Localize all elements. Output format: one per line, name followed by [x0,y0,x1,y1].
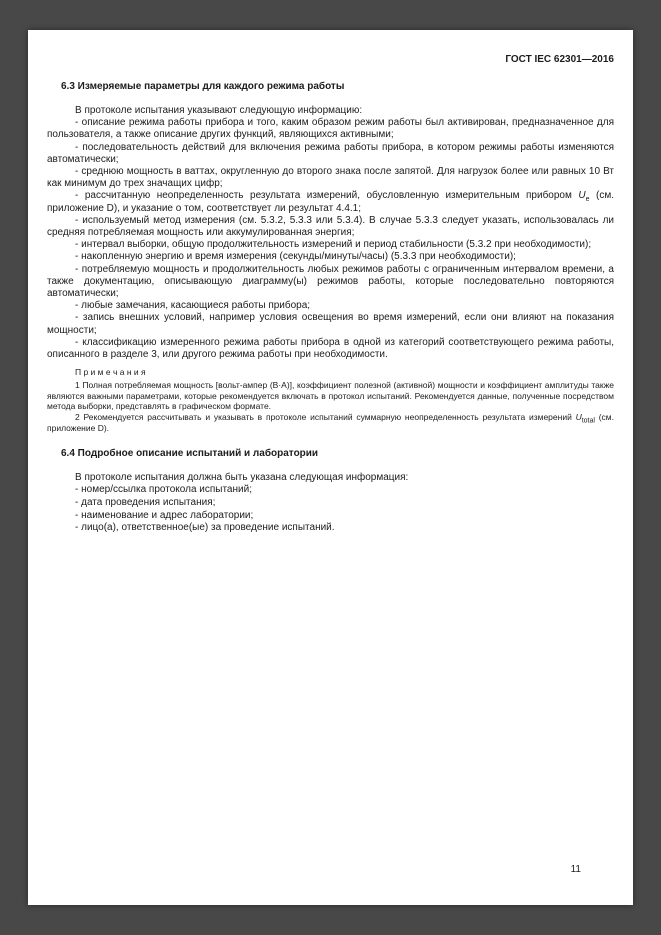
list-item: - дата проведения испытания; [75,497,216,509]
list-item: - наименование и адрес лаборатории; [75,509,254,521]
standard-header: ГОСТ IEC 62301—2016 [505,54,614,65]
list-item: - описание режима работы прибора и того, каким образом режим работы был активирован, предназначенное для пользователя, а также описание других функций, являющихся активными; [47,117,614,141]
section-6-4-heading: 6.4 Подробное описание испытаний и лаборатории [61,448,319,460]
list-item: - используемый метод измерения (см. 5.3.2, 5.3.3 или 5.3.4). В случае 5.3.3 следует указать, использовалась ли средняя потребляемая мощность или аккумулированная энергия; [47,214,614,239]
section-6-3-heading: 6.3 Измеряемые параметры для каждого режима работы [61,81,345,92]
page-number: 11 [570,864,581,875]
list-item: - запись внешних условий, например условия освещения во время измерений, если они влияют на показания мощности; [47,312,614,336]
list-item-text: - рассчитанную неопределенность результата измерений, обусловленную измерительным прибором [75,190,579,202]
uncertainty-symbol: U [578,190,586,202]
document-page [28,30,633,905]
section-6-3-intro: В протоколе испытания указывают следующую информацию: [75,105,363,116]
list-item: - классификацию измеренного режима работы прибора в одной из категорий соответствующего режима работы, описанного в разделе 3, или другого режима работы при необходимости. [47,336,614,361]
list-item: - лицо(а), ответственное(ые) за проведение испытаний. [75,522,335,534]
note-text: 2 Рекомендуется рассчитывать и указывать в протоколе испытаний суммарную неопределенность результата измерений [75,412,576,423]
list-item: - потребляемую мощность и продолжительность любых режимов работы с ограниченным интервалом времени, а также документацию, описывающую диаграмму(ы) режимов работы, которые последовательно повторяются автоматически; [47,263,614,300]
section-6-4-intro: В протоколе испытания должна быть указана следующая информация: [75,472,409,484]
notes-heading: П р и м е ч а н и я [75,367,146,378]
list-item: - среднюю мощность в ваттах, округленную до второго знака после запятой. Для нагрузок более или равных 10 Вт как минимум до трех значащих цифр; [47,166,614,190]
list-item-text: (см. приложение D), и указание о том, соответствует ли результат 4.4.1; [47,190,614,214]
list-item: - номер/ссылка протокола испытаний; [75,484,252,496]
list-item-uncertainty [47,190,614,214]
note-text: (см. приложение D). [47,412,614,433]
note-2 [47,412,614,433]
uncertainty-total-subscript: total [581,417,595,425]
uncertainty-subscript: e [585,196,590,204]
note-1: 1 Полная потребляемая мощность [вольт-ампер (В·А)], коэффициент полезной (активной) мощности и коэффициент амплитуды также являются важными параметрами, которые рекомендуется включать в протокол испытаний. Рекомендуется данные, полученные посредством метода выборки, представлять в графическом формате. [47,380,614,412]
list-item: - любые замечания, касающиеся работы прибора; [75,300,311,312]
uncertainty-total-symbol: U [575,412,582,423]
list-item: - интервал выборки, общую продолжительность измерений и период стабильности (5.3.2 при необходимости); [75,239,592,251]
list-item: - накопленную энергию и время измерения (секунды/минуты/часы) (5.3.3 при необходимости); [75,251,516,263]
list-item: - последовательность действий для включения режима работы прибора, в котором режимы работы изменяются автоматически; [47,141,614,165]
